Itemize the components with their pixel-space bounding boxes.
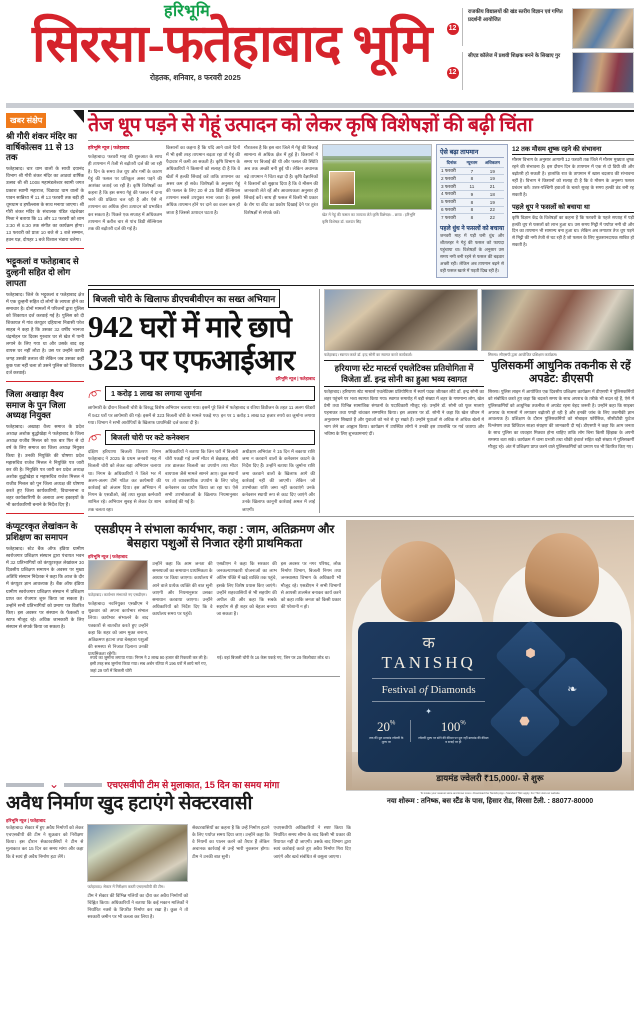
loop-ribbon-icon bbox=[88, 433, 102, 443]
teaser-text: राजकीय विद्यालयों की खंड स्तरीय विज्ञान एवं गणित प्रदर्शनी आयोजित bbox=[468, 9, 563, 23]
electricity-col-1: दक्षिण हरियाणा बिजली वितरण निगम फतेहाबाद ने 2025 के प्रथम जनवरी माह में बिजली चोरी को लेकर बड़ा अभियान चलाया था। निगम के अधिकारियों ने जिले भर में अलग-अलग टीमें गठित कर छापेमारी की कार्रवाई को अंजाम दिया। इस अभियान में निगम के एसडीओ, जेई तथा सुरक्षा कर्मचारी शामिल रहे। अभियान सुबह से लेकर देर शाम तक चलता रहा। bbox=[88, 449, 161, 512]
chevron-down-icon: ⌄ bbox=[49, 776, 60, 791]
electricity-headline-1[interactable] bbox=[88, 311, 315, 344]
raid-text: घरों में मारे छापे bbox=[139, 312, 292, 345]
cell-min: 11 bbox=[463, 183, 481, 191]
cell-max: 21 bbox=[481, 183, 504, 191]
electricity-kicker: बिजली चोरी के खिलाफ डीएचबीवीएन का सख्त अभियान bbox=[88, 289, 280, 308]
lead-photo-caption: खेत में गेहूं की फसल का जायजा लेते कृषि विशेषज्ञ। - छाया : हरिभूमि bbox=[322, 212, 416, 217]
sdm-byline: हरिभूमि न्यूज | फतेहाबाद bbox=[88, 553, 128, 559]
electricity-columns bbox=[88, 448, 315, 513]
sdm-columns bbox=[88, 560, 341, 658]
sdm-headline[interactable]: एसडीएम ने संभाला कार्यभार, कहा : जाम, अतिक्रमण और बेसहारा पशुओं से निजात रहेगी प्राथमिकता bbox=[94, 522, 335, 550]
jewellery-showcase bbox=[495, 622, 622, 772]
divider bbox=[372, 678, 485, 679]
sidebar-item-title: कंप्यूटरकृत लेखांकन के प्रशिक्षण का समापन bbox=[6, 521, 78, 543]
pendant-icon: ⬣ bbox=[519, 713, 530, 728]
sidebar-item-title: श्री गौरी शंकर मंदिर का वार्षिकोत्सव 11 से 13 तक bbox=[6, 131, 77, 163]
cell-max: 18 bbox=[481, 190, 504, 198]
campaign-post: Diamonds bbox=[430, 683, 476, 696]
teaser-photo bbox=[572, 52, 634, 93]
masthead-title-block bbox=[6, 4, 446, 83]
temperature-box-sub bbox=[440, 224, 504, 275]
cell-date: 2 फरवरी bbox=[440, 175, 463, 183]
sidebar-item-title: भट्टूकलां व फतेहाबाद से दुल्हनी सहित दो लोग लापता bbox=[6, 256, 79, 288]
cell-min: 9 bbox=[463, 190, 481, 198]
main-content bbox=[88, 110, 634, 807]
cell-max: 19 bbox=[481, 198, 504, 206]
inset-photo-caption: कृषि विशेषज्ञ डॉ. बलवंत सिंह bbox=[322, 219, 362, 224]
subhead-fine: 1 करोड़ 1 लाख का लगाया जुर्माना bbox=[105, 386, 315, 401]
right-story-columns bbox=[324, 353, 634, 451]
sparkle-icon: ✦ bbox=[425, 706, 432, 716]
electricity-footer-1: रुपये का जुर्माना लगाया गया। निगम ने 2 लाख 90 हजार की रिकवरी कर ली है। इसी तरह सब जुर्माना किया गया। सब अर्बन रतिया में 196 घरों में छापे मारे गए, जहां 29 घरों में बिजली चोरी bbox=[90, 655, 208, 673]
sidebar-item-missing[interactable] bbox=[6, 256, 84, 382]
bottom-col-4: एचएसवीपी अधिकारियों ने स्पष्ट किया कि निर्धारित समय सीमा के बाद किसी भी प्रकार की रियायत नहीं दी जाएगी। उसके बाद विभाग द्वारा स्वयं कार्रवाई करते हुए अवैध निर्माण गिरा दिए जाएंगे और खर्च संबंधित से वसूला जाएगा। bbox=[273, 824, 351, 859]
lead-photo-block bbox=[322, 144, 432, 281]
lead-right-column bbox=[512, 144, 634, 281]
lead-headline[interactable]: तेज धूप पड़ने से गेहूं उत्पादन को लेकर कृषि विशेषज्ञों की बढ़ी चिंता bbox=[88, 115, 533, 136]
hexagon-earring-icon: ⬢ bbox=[525, 645, 536, 660]
ad-lifestyle-photo bbox=[346, 520, 634, 790]
campaign-title bbox=[368, 684, 489, 696]
cell-date: 6 फरवरी bbox=[440, 206, 463, 214]
ad-fine-print: To locate your nearest store and know more • Download the Tanishq App • Standard T&C apply. For T&C visit our website bbox=[346, 790, 634, 796]
teaser-item[interactable] bbox=[446, 52, 634, 93]
inset-portrait-photo bbox=[329, 171, 355, 205]
table-header-row bbox=[440, 160, 504, 167]
table-row bbox=[440, 198, 504, 206]
lead-col-2 bbox=[166, 144, 240, 281]
electricity-section bbox=[88, 289, 634, 512]
sdm-col-4: इस अवसर पर नगर परिषद, लोक निर्माण विभाग, बिजली निगम तथा जनस्वास्थ्य विभाग के अधिकारी भी मौजूद रहे। एसडीएम ने सभी विभागों से आपसी तालमेल बनाकर कार्य करने को कहा ताकि जनता को किसी प्रकार की परेशानी न हो। bbox=[280, 560, 341, 610]
electricity-story bbox=[88, 289, 320, 512]
masthead-teasers bbox=[446, 4, 634, 93]
cell-min: 8 bbox=[463, 175, 481, 183]
col-header-min: न्यूनतम bbox=[466, 160, 478, 166]
electricity-byline: हरिभूमि न्यूज | फतेहाबाद bbox=[275, 376, 315, 382]
lead-columns bbox=[88, 144, 634, 281]
col-header-date: दिनांक bbox=[446, 160, 457, 166]
sidebar-news-brief bbox=[6, 110, 84, 807]
police-story bbox=[488, 353, 634, 451]
flag-bar bbox=[64, 783, 102, 787]
sdm-body-1: फतेहाबाद। नवनियुक्त एसडीएम ने शुक्रवार को अपना कार्यभार संभाल लिया। कार्यभार संभालने के बाद पत्रकारों से बातचीत करते हुए उन्होंने कहा कि शहर को जाम मुक्त बनाना, अतिक्रमण हटाना तथा बेसहारा पशुओं की समस्या से निजात दिलाना उनकी प्राथमिकता रहेगी। bbox=[88, 601, 149, 657]
cell-date: 1 फरवरी bbox=[440, 167, 463, 175]
loop-ribbon-icon bbox=[88, 389, 102, 399]
electricity-footer-2: गई। वहां बिजली चोरी के 16 केस पकड़े गए, जिन पर 29 किलोवाट लोड था। bbox=[217, 655, 331, 660]
electricity-headline-2[interactable] bbox=[88, 341, 315, 377]
page-number-badge: 12 bbox=[447, 23, 459, 35]
subhead-cut-flag bbox=[88, 430, 315, 445]
teaser-page-number bbox=[446, 8, 459, 49]
sidebar-header-wrap bbox=[6, 110, 84, 128]
lead-rule-top bbox=[88, 110, 634, 112]
cell-min: 8 bbox=[463, 214, 481, 221]
cell-date: 7 फरवरी bbox=[440, 214, 463, 221]
temperature-box-title: ऐसे बढ़ा तापमान bbox=[440, 147, 504, 158]
table-row bbox=[440, 183, 504, 191]
sdm-col-2: उन्होंने कहा कि आम जनता की समस्याओं का समाधान प्राथमिकता के आधार पर किया जाएगा। कार्यालय में आने वाले प्रत्येक व्यक्ति की बात सुनी जाएगी और नियमानुसार उसका समाधान करवाया जाएगा। उन्होंने अधिकारियों को निर्देश दिए कि वे कार्यालय समय पर पहुंचें। bbox=[152, 560, 213, 617]
cell-max: 19 bbox=[481, 167, 504, 175]
page-body bbox=[6, 110, 634, 807]
cell-max: 22 bbox=[481, 206, 504, 214]
police-training-photo bbox=[481, 289, 635, 351]
col-header-max: अधिकतम bbox=[484, 160, 500, 166]
bottom-col-3: सेक्टरवासियों का कहना है कि उन्हें निर्माण हटाने के लिए पर्याप्त समय दिया जाए। उन्होंने कहा कि वे नियमों का पालन करने को तैयार हैं लेकिन अचानक कार्रवाई से उन्हें भारी नुकसान होगा। टीम ने उनकी बात सुनी। bbox=[192, 824, 270, 859]
offer-value: 100 bbox=[440, 718, 461, 734]
brand-logo-haribhoomi: हरिभूमि bbox=[164, 3, 211, 20]
subhead-fine-flag bbox=[88, 386, 315, 401]
sidebar-item-body: फतेहाबाद। अखाड़ा वैश्य समाज के प्रदेश अध्यक्ष अशोक बुद्धोखेड़ा ने फतेहाबाद के जिला अध्यक्ष राजीव मित्तल को एक बार फिर से दो वर्ष के लिए समाज का जिला अध्यक्ष नियुक्त किया है। उनकी नियुक्ति की घोषणा प्रदेश महासचिव राजेश मित्तल ने नियुक्ति पत्र जारी कर की है। नियुक्ति पत्र जारी कर प्रदेश अध्यक्ष अशोक बुद्धोखेड़ा व महासचिव राजेश मित्तल ने राजीव मित्तल को पुन जिला अध्यक्ष की घोषणा करते हुए जिला कार्यकारिणी, विधानसभा व शहर कार्यकारिणी के अलावा अन्य इकाइयों के भी कार्यकारिणी बनाने के निर्देश दिए हैं। bbox=[6, 424, 84, 508]
bottom-byline: हरिभूमि न्यूज | फतेहाबाद bbox=[6, 817, 46, 823]
sdm-photo bbox=[88, 560, 148, 590]
offer-subtext: तक की छूट डायमंड ज्वेलरी के मूल्य पर bbox=[369, 735, 404, 744]
sidebar-item-title: जिला अखाड़ा वैश्य समाज के पुन जिला अध्यक्ष नियुक्त bbox=[6, 388, 66, 421]
lead-photo bbox=[322, 144, 432, 210]
lead-byline: हरिभूमि न्यूज | फतेहाबाद bbox=[88, 144, 130, 150]
raid-count: 942 bbox=[88, 309, 133, 345]
offers-row bbox=[368, 718, 489, 744]
cell-max: 22 bbox=[481, 214, 504, 221]
offer-unit: % bbox=[390, 720, 396, 727]
bottom-col-1 bbox=[6, 824, 83, 921]
lead-body-1: फतेहाबाद। फरवरी माह की शुरुआत के साथ ही तापमान में तेजी से बढ़ोतरी दर्ज की जा रही है। दिन के समय तेज धूप और गर्मी के कारण गेहूं की फसल पर प्रतिकूल असर पड़ने की आशंका जताई जा रही है। कृषि विशेषज्ञों का कहना है कि इस समय गेहूं की फसल में दाना भरने की प्रक्रिया चल रही है और ऐसे में तापमान का अधिक होना उत्पादन को प्रभावित कर सकता है। पिछले एक सप्ताह में अधिकतम तापमान में करीब चार से पांच डिग्री सेल्सियस तक की बढ़ोतरी दर्ज की गई है। bbox=[88, 154, 162, 232]
sdm-col-1 bbox=[88, 560, 148, 658]
campaign-pre: Festival bbox=[381, 683, 417, 696]
advertisement[interactable] bbox=[346, 520, 634, 807]
page-title: सिरसा-फतेहाबाद भूमि bbox=[32, 16, 432, 73]
bottom-col-2 bbox=[87, 824, 188, 921]
dateline: रोहतक, शनिवार, 8 फरवरी 2025 bbox=[150, 72, 241, 82]
table-row bbox=[440, 167, 504, 175]
cell-min: 8 bbox=[463, 206, 481, 214]
section-rule-2 bbox=[88, 516, 634, 517]
bottom-story-flag bbox=[6, 778, 351, 791]
bottom-photo bbox=[87, 824, 188, 882]
offer-unit: % bbox=[460, 720, 466, 727]
ad-store-address[interactable]: नया शोरूम : तनिष्क, बस स्टैंड के पास, हिसार रोड, सिरसा टैली. : 88077-80000 bbox=[346, 796, 634, 807]
corner-flag-icon bbox=[73, 110, 84, 123]
teaser-item[interactable] bbox=[446, 8, 634, 49]
tanishq-brand-name: TANISHQ bbox=[381, 652, 476, 672]
athletics-caption: फतेहाबाद। स्वागत करते डॉ. इन्द्र सोनी का स्वागत करते कार्यकर्ता। bbox=[324, 353, 413, 358]
sidebar-item-body: फतेहाबाद। जिले के भट्टूकलां व फतेहाबाद क्षेत्र में एक दुल्हनी सहित दो लोगों के लापता होने का समाचार है। दोनों मामलों में परिजनों द्वारा पुलिस को शिकायत दर्ज करवाई गई है। पुलिस को दी शिकायत में गांव कंप्यूटर दहियाना निवासी परेश साहब ने कहा है कि उसका 32 वर्षीय भानजा चंद्रमोहन घर दिवस गुरुवार घर से खेत में पानी लगाने के लिए गया था और उसके बाद वह वापस घर नहीं लौटा है। उस पर उन्होंने काफी जगह उसकी तलाश की लेकिन जब उसका कहीं कुछ पता नहीं चला तो उसने पुलिस को शिकायत दर्ज करवाई। bbox=[6, 291, 84, 375]
divider bbox=[372, 701, 485, 702]
subhead-fine-body: छापेमारी के दौरान बिजली चोरी के विरुद्ध विशेष अभियान चलाया गया। इसमें पूरे जिले में फतेहाबाद व रतिया डिवीजन के तहत 11 अलग फीडरों में 942 घरों पर छापेमारी की गई। इसमें से 323 बिजली चोरी के मामले पकड़े गए। इन पर 1 करोड़ 1 लाख 52 हजार रुपये का जुर्माना लगाया गया। विभाग ने सभी आरोपियों के खिलाफ प्राथमिकी दर्ज करवा दी है। bbox=[88, 405, 315, 425]
police-body: सिरसा। पुलिस लाइन में आयोजित एक दिवसीय प्रशिक्षण कार्यक्रम में डीएसपी ने पुलिसकर्मियों को संबोधित करते हुए कहा कि बदलते समय के साथ अपराध के तरीके भी बदल रहे हैं, ऐसे में पुलिसकर्मियों को आधुनिक तकनीक से अपडेट रहना बेहद जरूरी है। उन्होंने कहा कि साइबर अपराध के मामलों में लगातार बढ़ोतरी हो रही है और इनकी जांच के लिए तकनीकी ज्ञान आवश्यक है। प्रशिक्षण के दौरान पुलिसकर्मियों को मोबाइल फोरेंसिक, सीसीटीवी फुटेज विश्लेषण तथा डिजिटल साक्ष्य संग्रहण की जानकारी दी गई। डीएसपी ने कहा कि आम जनता के साथ पुलिस का व्यवहार मित्रवत होना चाहिए ताकि लोग बिना किसी झिझक के अपनी समस्या बता सकें। कार्यक्रम में थाना प्रभारी तथा चौकी इंचार्ज सहित बड़ी संख्या में पुलिसकर्मी मौजूद रहे। अंत में प्रशिक्षण प्राप्त करने वाले पुलिसकर्मियों को प्रमाण पत्र भी वितरित किए गए। bbox=[488, 388, 634, 450]
right-stories bbox=[324, 289, 634, 512]
sidebar-header: खबर संक्षेप bbox=[6, 113, 46, 128]
electricity-col-2: अधिकारियों ने बताया कि जिन घरों में बिजली चोरी पकड़ी गई उनमें मीटर से छेड़छाड़, सीधे तार डालकर बिजली का उपयोग तथा मीटर बायपास जैसे मामले सामने आए। कुछ स्थानों पर तो व्यावसायिक उपयोग के लिए घरेलू कनेक्शन का प्रयोग किया जा रहा था। ऐसे सभी उपभोक्ताओं के खिलाफ नियमानुसार कार्रवाई की गई है। bbox=[165, 449, 238, 505]
subhead-cut: बिजली चोरी पर कटे कनेक्शन bbox=[105, 430, 315, 445]
bottom-caption: फतेहाबाद। सेक्टर में निरीक्षण करती एचएसवीपी की टीम। bbox=[87, 884, 165, 889]
offer-exchange bbox=[417, 718, 489, 744]
athletics-body: फतेहाबाद। हरियाणा स्टेट मास्टर्स एथलेटिक्स प्रतियोगिता में स्वर्ण पदक जीतकर लौटे डॉ. इन्द्र सोनी का शहर पहुंचने पर भव्य स्वागत किया गया। स्वागत समारोह में बड़ी संख्या में शहर के गणमान्य लोग, खेल प्रेमी तथा विभिन्न सामाजिक संगठनों के पदाधिकारी मौजूद रहे। उन्होंने डॉ. सोनी को फूल मालाएं पहनाकर तथा पगड़ी बांधकर सम्मानित किया। इस अवसर पर डॉ. सोनी ने कहा कि खेल जीवन में अनुशासन सिखाते हैं और युवाओं को नशे से दूर रखते हैं। उन्होंने युवाओं से अधिक से अधिक खेलों में भाग लेने का आह्वान किया। कार्यक्रम में उपस्थित लोगों ने उनकी इस उपलब्धि पर गर्व जताया और भविष्य के लिए शुभकामनाएं दीं। bbox=[324, 388, 484, 436]
right-col-body-2: कृषि विज्ञान केंद्र के विशेषज्ञों का कहना है कि फरवरी के पहले सप्ताह में पड़ी हल्की धूप से फसलों को लाभ हुआ था। उस समय मिट्टी में पर्याप्त नमी थी और दिन का तापमान भी सामान्य बना हुआ था। लेकिन अब लगातार तेज धूप पड़ने से मिट्टी की नमी तेजी से घट रही है जो फसल के लिए नुकसानदायक साबित हो सकती है। bbox=[512, 214, 634, 248]
ad-price-line: डायमंड ज्वेलरी ₹15,000/- से शुरू bbox=[436, 772, 544, 783]
table-row bbox=[440, 206, 504, 214]
bottom-headline[interactable]: अवैध निर्माण खुद हटाएंगे सेक्टरवासी bbox=[6, 793, 253, 814]
teaser-text: सीएड कॉलेज में प्रशवी शिक्षक बनने के सिखाए गुर bbox=[468, 53, 561, 59]
offer-subtext: ज्वेलरी मूल्य पर सोने की कीमत पर छूट नहीं डायमंड की कीमत व बनाई पर ही bbox=[418, 735, 489, 744]
photo-strip bbox=[324, 289, 634, 351]
lead-body-3: गौरतलब है कि इस बार जिले में गेहूं की बिजाई सामान्य से अधिक क्षेत्र में हुई है। किसानों ने समय पर बिजाई की थी और फसल की स्थिति अब तक अच्छी बनी हुई थी। लेकिन अचानक बढ़े तापमान ने चिंता बढ़ा दी है। कृषि वैज्ञानिकों ने किसानों को सुझाव दिया है कि वे मौसम की जानकारी लेते रहें और आवश्यकता अनुसार ही सिंचाई करें। साथ ही फसल में किसी भी प्रकार के रोग या कीट का प्रकोप दिखाई देने पर तुरंत विशेषज्ञों से संपर्क करें। bbox=[244, 144, 318, 215]
temperature-box-block bbox=[436, 144, 508, 281]
teaser-divider bbox=[462, 8, 463, 46]
flag-bar bbox=[6, 783, 44, 787]
right-col-head-1[interactable]: 12 तक मौसम शुष्क रहने की संभावना bbox=[512, 144, 634, 155]
model-right-face bbox=[525, 533, 600, 617]
teaser-page-number bbox=[446, 52, 459, 93]
sidebar-item-temple[interactable] bbox=[6, 131, 84, 249]
bottom-body-2: टीम ने सेक्टर की विभिन्न गलियों का दौरा कर अवैध निर्माणों को चिह्नित किया। अधिकारियों ने बताया कि कई मकान मालिकों ने निर्धारित नक्शे के विपरीत निर्माण कर रखा है। कुछ ने तो सरकारी जमीन पर भी कब्जा कर लिया है। bbox=[87, 892, 189, 920]
masthead bbox=[6, 4, 634, 100]
cell-date: 4 फरवरी bbox=[440, 190, 463, 198]
lead-rule-bottom bbox=[88, 140, 634, 141]
cell-min: 8 bbox=[463, 198, 481, 206]
lead-body-2: किसानों का कहना है कि यदि आने वाले दिनों में भी इसी तरह तापमान बढ़ता रहा तो गेहूं की पैदावार में कमी आ सकती है। कृषि विभाग के अधिकारियों ने किसानों को सलाह दी है कि वे खेतों में हल्की सिंचाई करें ताकि तापमान का असर कम हो सके। विशेषज्ञों के अनुसार गेहूं की फसल के लिए 20 से 25 डिग्री सेल्सियस तापमान सबसे उपयुक्त माना जाता है। इससे अधिक तापमान होने पर दाने का वजन कम हो जाता है जिससे उत्पादन घटता है। bbox=[166, 144, 240, 215]
lead-col-1 bbox=[88, 144, 162, 281]
police-kicker: सिरसा। सीएसपी द्वारा आयोजित प्रशिक्षण कार्यक्रम। bbox=[488, 353, 558, 358]
offer-divider bbox=[410, 720, 411, 742]
cell-max: 19 bbox=[481, 175, 504, 183]
right-col-head-2[interactable]: पहले धूप ने फसलों को बचाया था bbox=[512, 202, 634, 213]
cell-date: 5 फरवरी bbox=[440, 198, 463, 206]
bottom-story bbox=[6, 775, 351, 921]
teaser-divider bbox=[462, 52, 463, 90]
electricity-footer bbox=[90, 655, 340, 677]
temperature-box bbox=[436, 144, 508, 278]
cell-date: 3 फरवरी bbox=[440, 183, 463, 191]
masthead-rule bbox=[6, 103, 634, 108]
sidebar-item-body: फतेहाबाद। चार धाम वालों के साथी दयानंद विभाग श्री गौरी शंकर मंदिर का आठवां वार्षिक उत्सव श्री श्री 1008 महामंडलेश्वर स्वामी जगत प्रकाश स्वामी महाराज, चिडावट धाम वालों के पावन सान्निध्य में 11 से 13 फरवरी तक बड़ी ही धूमधाम व हर्षोल्लास के साथ मनाया जाएगा। श्री गौरी शंकर मंदिर के संचालक पंडित चंद्रशेखर मिश्रा ने बताया कि 11 और 12 फरवरी को शाम 3:30 से 6:30 तक संगीत का कार्यक्रम होगा। 13 फरवरी को प्रातः 10 बजे से 1 बजे सम्मान, हवन यज्ञ, दोपहर 1 बजे विशाल भंडारा चलेगा। bbox=[6, 166, 84, 243]
sub-body: जनवरी माह में पड़ी घनी धुंध और शीतलहर ने गेहूं की फसल को फायदा पहुंचाया था। विशेषज्ञों के अनुसार उस समय नमी बनी रहने से फसल की बढ़वार अच्छी रही। लेकिन अब तापमान बढ़ने से वही फसल खतरे में पड़ती दिख रही है। bbox=[440, 233, 504, 273]
sdm-col-3: एसडीएम ने कहा कि सरकार की जनकल्याणकारी योजनाओं का लाभ अंतिम पंक्ति में खड़े व्यक्ति तक पहुंचे, इसके लिए विशेष प्रयास किए जाएंगे। उन्होंने शहरवासियों से भी सहयोग की अपील की और कहा कि सबके सहयोग से ही शहर को बेहतर बनाया जा सकता है। bbox=[216, 560, 277, 617]
electricity-col-3: अधीक्षण अभियंता ने 15 दिन में बकाया राशि जमा न करवाने वालों के कनेक्शन काटने के निर्देश दिए हैं। उन्होंने बताया कि जुर्माना राशि जमा करवाने वालों के खिलाफ आगे की कार्रवाई नहीं की जाएगी। लेकिन जो उपभोक्ता राशि जमा नहीं करवाएंगे उनके कनेक्शन स्थायी रूप से काट दिए जाएंगे और उनके खिलाफ कानूनी कार्रवाई अमल में लाई जाएगी। bbox=[242, 449, 315, 512]
fir-count: 323 bbox=[88, 341, 133, 377]
model-left-face bbox=[381, 541, 456, 622]
sidebar-item-training[interactable] bbox=[6, 521, 84, 635]
sub-title: पहले धुंध ने फसलों को बचाया bbox=[440, 226, 504, 233]
page-number-badge: 12 bbox=[447, 67, 459, 79]
right-col-body-1: मौसम विभाग के अनुसार आगामी 12 फरवरी तक जिले में मौसम मुख्यतः शुष्क रहने की संभावना है। इस दौरान दिन के तापमान में एक से दो डिग्री की और बढ़ोतरी हो सकती है। हालांकि रात के तापमान में खास बदलाव की संभावना नहीं है। विभाग ने किसानों को सलाह दी है कि वे मौसम के अनुरूप फसल प्रबंधन करें। उत्तर-पश्चिमी हवाओं के चलते सुबह के समय हल्की ठंड बनी रह सकती है। bbox=[512, 156, 634, 197]
tanishq-symbol-icon: क bbox=[422, 634, 435, 652]
sidebar-item-vaishya[interactable] bbox=[6, 389, 84, 515]
tanishq-brand-block bbox=[358, 622, 495, 772]
bottom-body-1: फतेहाबाद। सेक्टर में हुए अवैध निर्माणों को लेकर एचएसवीपी की टीम ने शुक्रवार को निरीक्षण किया। इस दौरान सेक्टरवासियों ने टीम से मुलाकात कर 15 दिन का समय मांगा और कहा कि वे स्वयं ही अवैध निर्माण हटा लेंगे। bbox=[6, 824, 84, 859]
table-row bbox=[440, 214, 504, 221]
offer-value: 20 bbox=[377, 718, 391, 734]
temperature-table bbox=[440, 160, 504, 221]
offer-discount bbox=[368, 718, 404, 744]
section-rule bbox=[88, 285, 634, 287]
tanishq-banner[interactable] bbox=[358, 622, 622, 772]
table-row bbox=[440, 175, 504, 183]
sdm-caption: फतेहाबाद। कार्यभार संभालते नए एसडीएम। bbox=[88, 592, 147, 597]
table-row bbox=[440, 190, 504, 198]
athletics-story bbox=[324, 353, 484, 451]
bottom-flag-text: एचएसवीपी टीम से मुलाकात, 15 दिन का समय मांगा bbox=[107, 780, 280, 790]
bottom-columns bbox=[6, 824, 351, 921]
campaign-mid: of bbox=[419, 683, 428, 696]
sidebar-item-body: फतेहाबाद। स्टेट बैंक ऑफ इंडिया ग्रामीण स्वरोजगार प्रशिक्षण संस्थान द्वारा पंचायत भवन में 32 प्रतिभागियों को कंप्यूटरकृत लेखांकन 30 दिवसीय प्रशिक्षण समापन के अवसर पर मुख्य अतिथि संस्थान निदेशक ने कहा कि आज के दौर में कंप्यूटर ज्ञान आवश्यक है। बैंक ऑफ इंडिया ग्रामीण स्वरोजगार प्रशिक्षण संस्थान में प्रशिक्षण प्राप्त कर रोजगार शुरू किया जा सकता है। उन्होंने सभी प्रतिभागियों को प्रमाण पत्र वितरित किए। इस अवसर पर संस्थान के फैकल्टी व स्टाफ मौजूद रहे। अधिक जानकारी के लिए संस्थान से संपर्क किया जा सकता है। bbox=[6, 545, 84, 630]
teaser-photo bbox=[572, 8, 634, 49]
leaf-earring-icon: ❧ bbox=[567, 681, 578, 696]
lead-col-3 bbox=[244, 144, 318, 281]
fir-text: पर एफआईआर bbox=[139, 344, 295, 377]
police-headline[interactable]: पुलिसकर्मी आधुनिक तकनीक से रहें अपडेट: डीएसपी bbox=[491, 360, 631, 386]
athletics-headline[interactable]: हरियाणा स्टेट मास्टर्स एथलेटिक्स प्रतियोगिता में विजेता डॉ. इन्द्र सोनी का हुआ भव्य स्वागत bbox=[324, 360, 484, 387]
athletics-photo bbox=[324, 289, 478, 351]
cell-min: 7 bbox=[463, 167, 481, 175]
